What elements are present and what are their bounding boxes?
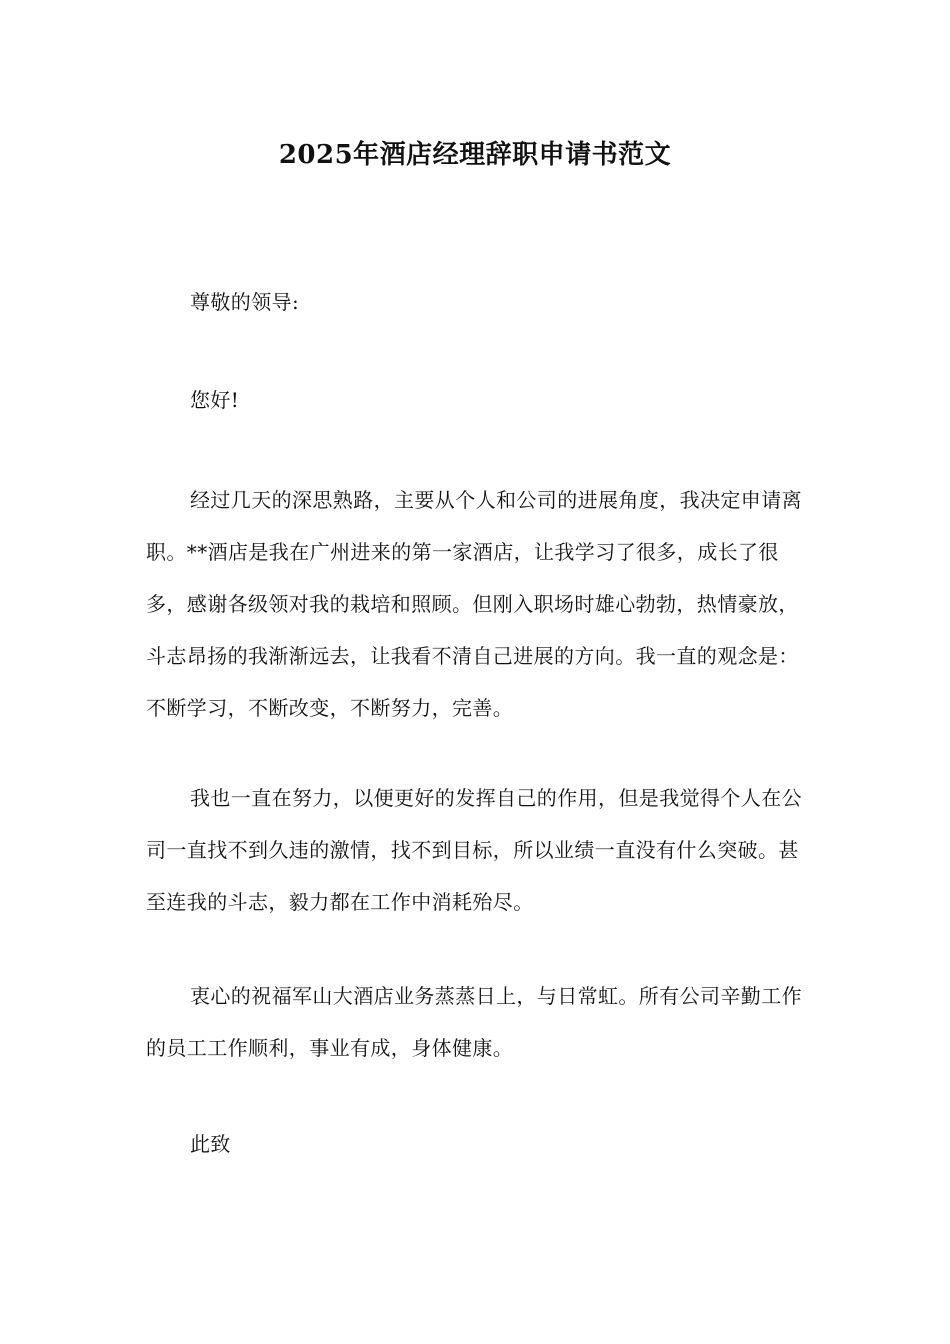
salutation: 尊敬的领导: [190,290,300,314]
body-paragraph: 经过几天的深思熟路，主要从个人和公司的进展角度，我决定申请离职。**酒店是我在广州进来的第一家酒店，让我学习了很多，成长了很多，感谢各级领对我的栽培和照顾。但刚入职场时雄心勃勃，热情豪放，斗志昂扬的我渐渐远去，让我看不清自己进展的方向。我一直的观念是：不断学习，不断改变，不断努力，完善。 [146,488,802,720]
closing-phrase: 此致 [190,1132,231,1156]
body-paragraph: 衷心的祝福军山大酒店业务蒸蒸日上，与日常虹。所有公司辛勤工作的员工工作顺利，事业有成，身体健康。 [146,984,802,1060]
document-title: 2025年酒店经理辞职申请书范文 [278,140,672,170]
body-paragraph: 我也一直在努力，以便更好的发挥自己的作用，但是我觉得个人在公司一直找不到久违的激情，找不到目标，所以业绩一直没有什么突破。甚至连我的斗志，毅力都在工作中消耗殆尽。 [146,786,802,914]
greeting: 您好! [190,388,240,412]
